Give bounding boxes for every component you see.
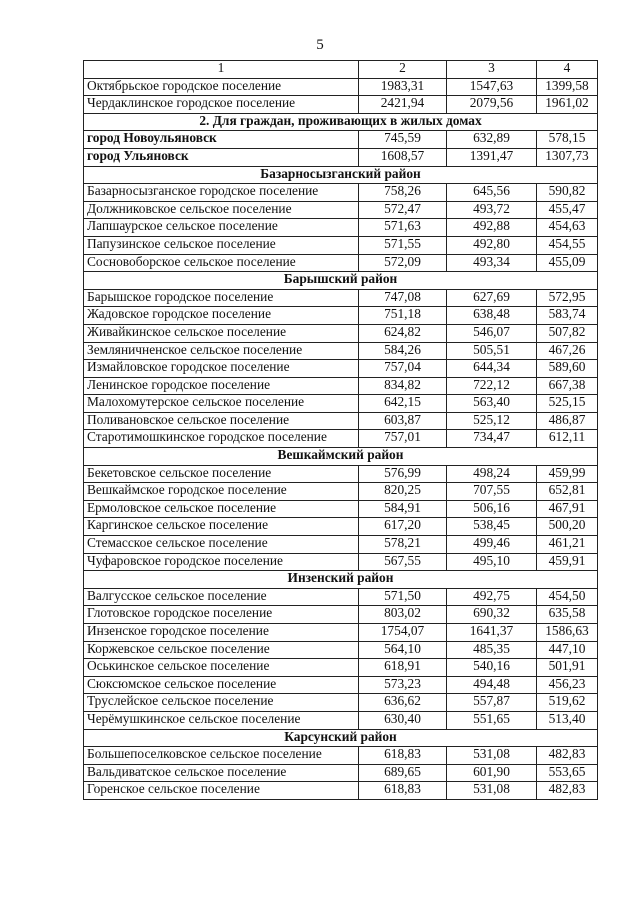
table-row [84,711,598,729]
value-col-2: 618,83 [359,782,447,800]
settlement-name: Измайловское городское поселение [84,360,359,378]
table-row [84,78,598,96]
value-col-4: 459,99 [537,465,598,483]
settlement-name: город Ульяновск [84,148,359,166]
table-row [84,606,598,624]
table-row [84,676,598,694]
value-col-2: 636,62 [359,694,447,712]
value-col-4: 482,83 [537,747,598,765]
value-col-4: 455,47 [537,201,598,219]
value-col-4: 459,91 [537,553,598,571]
tariff-table [83,60,598,800]
value-col-2: 572,47 [359,201,447,219]
table-row [84,782,598,800]
value-col-2: 751,18 [359,307,447,325]
value-col-3: 485,35 [447,641,537,659]
table-row [84,131,598,149]
value-col-3: 531,08 [447,782,537,800]
value-col-3: 734,47 [447,430,537,448]
value-col-3: 499,46 [447,536,537,554]
settlement-name: Поливановское сельское поселение [84,412,359,430]
value-col-4: 1961,02 [537,96,598,114]
value-col-2: 572,09 [359,254,447,272]
value-col-2: 820,25 [359,483,447,501]
value-col-3: 551,65 [447,711,537,729]
settlement-name: Барышское городское поселение [84,289,359,307]
value-col-2: 584,91 [359,500,447,518]
value-col-3: 506,16 [447,500,537,518]
value-col-2: 642,15 [359,395,447,413]
value-col-3: 690,32 [447,606,537,624]
value-col-2: 576,99 [359,465,447,483]
table-row [84,641,598,659]
value-col-4: 583,74 [537,307,598,325]
table-row [84,764,598,782]
settlement-name: Должниковское сельское поселение [84,201,359,219]
section-row [84,729,598,747]
value-col-3: 601,90 [447,764,537,782]
value-col-4: 513,40 [537,711,598,729]
settlement-name: Валгусское сельское поселение [84,588,359,606]
section-row [84,113,598,131]
table-row [84,747,598,765]
settlement-name: Оськинское сельское поселение [84,659,359,677]
settlement-name: Каргинское сельское поселение [84,518,359,536]
settlement-name: Черёмушкинское сельское поселение [84,711,359,729]
table-row [84,659,598,677]
value-col-4: 652,81 [537,483,598,501]
value-col-2: 2421,94 [359,96,447,114]
table-row [84,219,598,237]
table-row [84,553,598,571]
value-col-4: 553,65 [537,764,598,782]
value-col-4: 612,11 [537,430,598,448]
settlement-name: Жадовское городское поселение [84,307,359,325]
value-col-3: 525,12 [447,412,537,430]
table-row [84,588,598,606]
settlement-name: Вальдиватское сельское поселение [84,764,359,782]
value-col-3: 638,48 [447,307,537,325]
settlement-name: Чуфаровское городское поселение [84,553,359,571]
table-header-row [84,61,598,79]
value-col-2: 757,01 [359,430,447,448]
value-col-2: 630,40 [359,711,447,729]
value-col-4: 590,82 [537,184,598,202]
value-col-2: 618,91 [359,659,447,677]
settlement-name: город Новоульяновск [84,131,359,149]
value-col-3: 493,72 [447,201,537,219]
table-row [84,412,598,430]
section-row [84,448,598,466]
table-row [84,465,598,483]
value-col-4: 486,87 [537,412,598,430]
value-col-3: 644,34 [447,360,537,378]
table-row [84,483,598,501]
value-col-4: 519,62 [537,694,598,712]
settlement-name: Горенское сельское поселение [84,782,359,800]
settlement-name: Ермоловское сельское поселение [84,500,359,518]
value-col-2: 584,26 [359,342,447,360]
value-col-2: 571,50 [359,588,447,606]
section-title: Вешкаймский район [84,448,598,466]
settlement-name: Земляничненское сельское поселение [84,342,359,360]
value-col-2: 578,21 [359,536,447,554]
value-col-2: 834,82 [359,377,447,395]
column-number: 3 [447,61,537,79]
settlement-name: Папузинское сельское поселение [84,236,359,254]
section-title: 2. Для граждан, проживающих в жилых домах [84,113,598,131]
settlement-name: Глотовское городское поселение [84,606,359,624]
value-col-2: 571,55 [359,236,447,254]
value-col-3: 707,55 [447,483,537,501]
table-row [84,500,598,518]
value-col-2: 564,10 [359,641,447,659]
section-row [84,166,598,184]
value-col-4: 589,60 [537,360,598,378]
value-col-2: 747,08 [359,289,447,307]
section-title: Инзенский район [84,571,598,589]
value-col-3: 1641,37 [447,624,537,642]
value-col-4: 447,10 [537,641,598,659]
value-col-4: 1586,63 [537,624,598,642]
table-row [84,324,598,342]
section-title: Барышский район [84,272,598,290]
value-col-4: 454,50 [537,588,598,606]
value-col-3: 627,69 [447,289,537,307]
value-col-2: 745,59 [359,131,447,149]
value-col-3: 540,16 [447,659,537,677]
settlement-name: Сосновоборское сельское поселение [84,254,359,272]
value-col-4: 1399,58 [537,78,598,96]
settlement-name: Стемасское сельское поселение [84,536,359,554]
value-col-4: 635,58 [537,606,598,624]
value-col-2: 617,20 [359,518,447,536]
value-col-4: 482,83 [537,782,598,800]
value-col-2: 603,87 [359,412,447,430]
settlement-name: Инзенское городское поселение [84,624,359,642]
value-col-3: 632,89 [447,131,537,149]
settlement-name: Малохомутерское сельское поселение [84,395,359,413]
column-number: 2 [359,61,447,79]
value-col-4: 1307,73 [537,148,598,166]
settlement-name: Труслейское сельское поселение [84,694,359,712]
value-col-4: 455,09 [537,254,598,272]
settlement-name: Коржевское сельское поселение [84,641,359,659]
settlement-name: Сюксюмское сельское поселение [84,676,359,694]
value-col-3: 722,12 [447,377,537,395]
settlement-name: Бекетовское сельское поселение [84,465,359,483]
value-col-4: 500,20 [537,518,598,536]
value-col-3: 531,08 [447,747,537,765]
value-col-4: 667,38 [537,377,598,395]
settlement-name: Старотимошкинское городское поселение [84,430,359,448]
table-row [84,254,598,272]
section-row [84,272,598,290]
value-col-4: 456,23 [537,676,598,694]
value-col-3: 1391,47 [447,148,537,166]
table-row [84,624,598,642]
value-col-4: 501,91 [537,659,598,677]
table-row [84,694,598,712]
value-col-3: 495,10 [447,553,537,571]
value-col-3: 494,48 [447,676,537,694]
section-title: Карсунский район [84,729,598,747]
table-row [84,377,598,395]
table-row [84,307,598,325]
table-row [84,395,598,413]
table-row [84,148,598,166]
settlement-name: Вешкаймское городское поселение [84,483,359,501]
value-col-3: 505,51 [447,342,537,360]
table-row [84,342,598,360]
value-col-4: 454,63 [537,219,598,237]
value-col-3: 546,07 [447,324,537,342]
value-col-2: 689,65 [359,764,447,782]
value-col-3: 492,80 [447,236,537,254]
settlement-name: Живайкинское сельское поселение [84,324,359,342]
value-col-2: 624,82 [359,324,447,342]
value-col-3: 493,34 [447,254,537,272]
value-col-2: 571,63 [359,219,447,237]
value-col-2: 758,26 [359,184,447,202]
value-col-2: 618,83 [359,747,447,765]
table-row [84,360,598,378]
settlement-name: Базарносызганское городское поселение [84,184,359,202]
value-col-3: 2079,56 [447,96,537,114]
settlement-name: Чердаклинское городское поселение [84,96,359,114]
value-col-3: 1547,63 [447,78,537,96]
section-title: Базарносызганский район [84,166,598,184]
table-row [84,430,598,448]
value-col-2: 803,02 [359,606,447,624]
column-number: 4 [537,61,598,79]
table-row [84,184,598,202]
value-col-4: 578,15 [537,131,598,149]
value-col-4: 572,95 [537,289,598,307]
table-row [84,289,598,307]
value-col-4: 467,26 [537,342,598,360]
value-col-4: 454,55 [537,236,598,254]
value-col-3: 557,87 [447,694,537,712]
value-col-2: 757,04 [359,360,447,378]
value-col-2: 1754,07 [359,624,447,642]
value-col-2: 1983,31 [359,78,447,96]
column-number: 1 [84,61,359,79]
table-row [84,236,598,254]
section-row [84,571,598,589]
value-col-4: 461,21 [537,536,598,554]
value-col-2: 573,23 [359,676,447,694]
value-col-2: 1608,57 [359,148,447,166]
settlement-name: Большепоселковское сельское поселение [84,747,359,765]
page-number: 5 [316,37,324,53]
settlement-name: Ленинское городское поселение [84,377,359,395]
table-row [84,536,598,554]
value-col-3: 492,88 [447,219,537,237]
value-col-4: 507,82 [537,324,598,342]
table-row [84,518,598,536]
settlement-name: Лапшаурское сельское поселение [84,219,359,237]
value-col-3: 645,56 [447,184,537,202]
value-col-2: 567,55 [359,553,447,571]
value-col-3: 498,24 [447,465,537,483]
value-col-3: 563,40 [447,395,537,413]
value-col-4: 525,15 [537,395,598,413]
table-row [84,201,598,219]
value-col-3: 538,45 [447,518,537,536]
table-body [84,61,598,800]
settlement-name: Октябрьское городское поселение [84,78,359,96]
value-col-4: 467,91 [537,500,598,518]
value-col-3: 492,75 [447,588,537,606]
table-row [84,96,598,114]
